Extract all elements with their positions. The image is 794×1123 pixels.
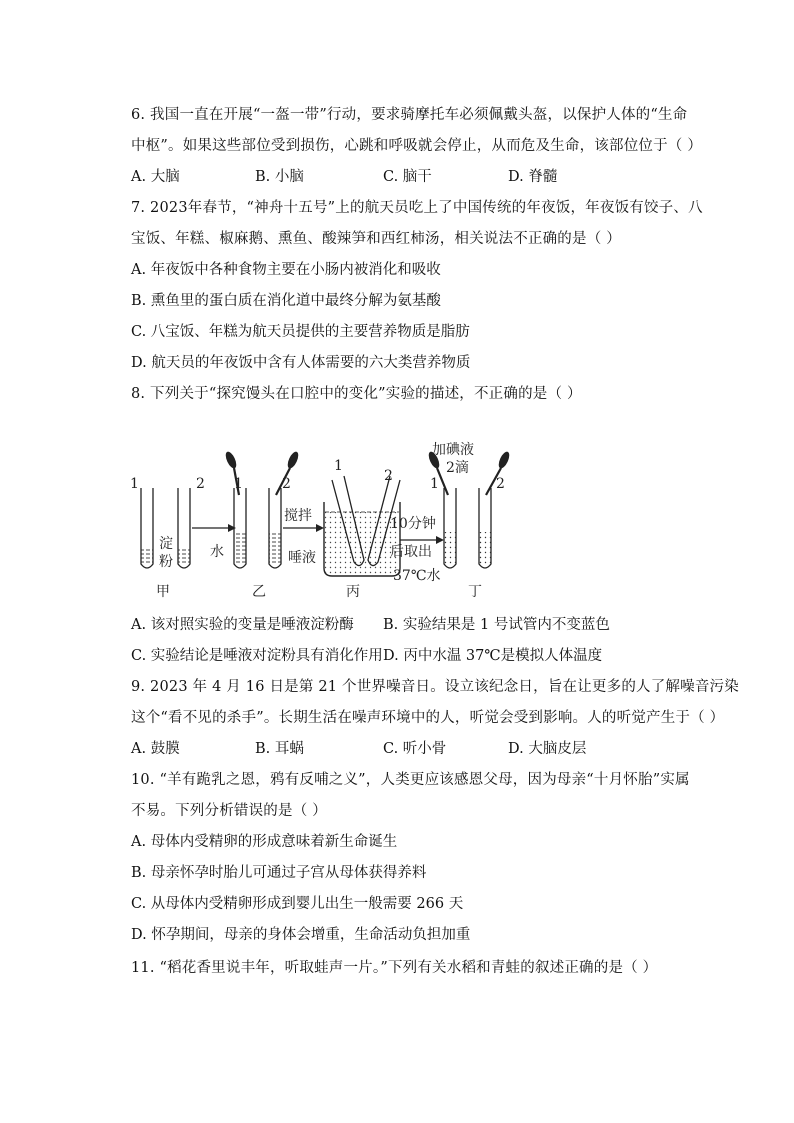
label-tube-2-bing: 2 [384,468,393,484]
tube-yi-2-liquid [270,532,281,564]
q9-option-c: C. 听小骨 [383,741,447,757]
q10-option-a: A. 母体内受精卵的形成意味着新生命诞生 [131,834,398,850]
q8-stem: 8. 下列关于“探究馒头在口腔中的变化”实验的描述，不正确的是（ ） [131,386,582,402]
q9-option-a: A. 鼓膜 [131,741,180,757]
setup-bing [324,458,400,600]
q6-option-b: B. 小脑 [255,169,304,185]
q6-stem-line1: 6. 我国一直在开展“一盔一带”行动，要求骑摩托车必须佩戴头盔，以保护人体的“生命 [131,107,688,123]
label-water: 水 [210,544,224,560]
label-tube-1-jia: 1 [130,476,139,492]
q7-stem-line1: 7. 2023年春节，“神舟十五号”上的航天员吃上了中国传统的年夜饭，年夜饭有饺子、八 [131,200,703,216]
label-tube-2-jia: 2 [196,476,205,492]
arrow-bing-ding [400,536,444,544]
label-yi: 乙 [252,584,266,600]
q10-option-d: D. 怀孕期间，母亲的身体会增重，生命活动负担加重 [131,927,471,943]
q7-option-b: B. 熏鱼里的蛋白质在消化道中最终分解为氨基酸 [131,293,441,309]
q7-option-d: D. 航天员的年夜饭中含有人体需要的六大类营养物质 [131,355,471,371]
tube-jia-2-liquid [179,548,190,564]
q10-option-b: B. 母亲怀孕时胎儿可通过子宫从母体获得养料 [131,865,427,881]
q8-option-d: D. 丙中水温 37℃是模拟人体温度 [383,648,603,664]
tube-yi-1-liquid [235,532,246,564]
tube-ding-2-liquid [480,532,491,564]
label-stir: 搅拌 [284,508,312,524]
label-tube-2-ding: 2 [496,476,505,492]
q9-stem-line2: 这个“看不见的杀手”。长期生活在噪声环境中的人，听觉会受到影响。人的听觉产生于（ ） [131,710,725,726]
q10-stem-line2: 不易。下列分析错误的是（ ） [131,803,327,819]
label-starch-b: 粉 [159,554,173,570]
label-drops: 2滴 [446,460,469,476]
arrow-jia-yi [192,524,236,532]
label-saliva: 唾液 [288,550,316,566]
q9-stem-line1: 9. 2023 年 4 月 16 日是第 21 个世界噪音日。设立该纪念日，旨在让更多的人了解噪音污染 [131,679,739,695]
label-tube-1-ding: 1 [430,476,439,492]
tube-jia-1-liquid [142,548,153,564]
setup-jia [130,476,205,600]
arrow-stir [283,524,324,532]
q7-option-c: C. 八宝饭、年糕为航天员提供的主要营养物质是脂肪 [131,324,470,340]
q6-stem-line2: 中枢”。如果这些部位受到损伤，心跳和呼吸就会停止，从而危及生命，该部位位于（ ） [131,138,703,154]
q11-stem: 11. “稻花香里说丰年，听取蛙声一片。”下列有关水稻和青蛙的叙述正确的是（ ） [131,960,658,976]
label-time-a: 10分钟 [390,516,436,532]
q10-option-c: C. 从母体内受精卵形成到婴儿出生一般需要 266 天 [131,896,464,912]
q7-stem-line2: 宝饭、年糕、椒麻鹅、熏鱼、酸辣笋和西红柿汤，相关说法不正确的是（ ） [131,231,621,247]
q10-stem-line1: 10. “羊有跪乳之恩，鸦有反哺之义”，人类更应该感恩父母，因为母亲“十月怀胎”实属 [131,772,690,788]
label-iodine: 加碘液 [432,442,474,458]
label-tube-1-yi: 1 [234,476,243,492]
label-tube-1-bing: 1 [334,458,343,474]
tube-ding-1-liquid [445,532,456,564]
label-bath: 37℃水 [393,568,441,584]
q6-option-d: D. 脊髓 [508,169,558,185]
label-ding: 丁 [468,584,482,600]
setup-yi [210,450,300,600]
q8-option-c: C. 实验结论是唾液对淀粉具有消化作用 [131,648,383,664]
label-tube-2-yi: 2 [282,476,291,492]
q9-option-d: D. 大脑皮层 [508,741,587,757]
q9-option-b: B. 耳蜗 [255,741,304,757]
q7-option-a: A. 年夜饭中各种食物主要在小肠内被消化和吸收 [131,262,441,278]
q6-option-a: A. 大脑 [131,169,180,185]
q6-option-c: C. 脑干 [383,169,432,185]
q8-option-b: B. 实验结果是 1 号试管内不变蓝色 [383,617,610,633]
label-starch-a: 淀 [159,536,173,552]
experiment-figure [128,440,528,600]
label-bing: 丙 [346,584,360,600]
q8-option-a: A. 该对照实验的变量是唾液淀粉酶 [131,617,354,633]
label-time-b: 后取出 [390,544,432,560]
label-jia: 甲 [156,584,170,600]
